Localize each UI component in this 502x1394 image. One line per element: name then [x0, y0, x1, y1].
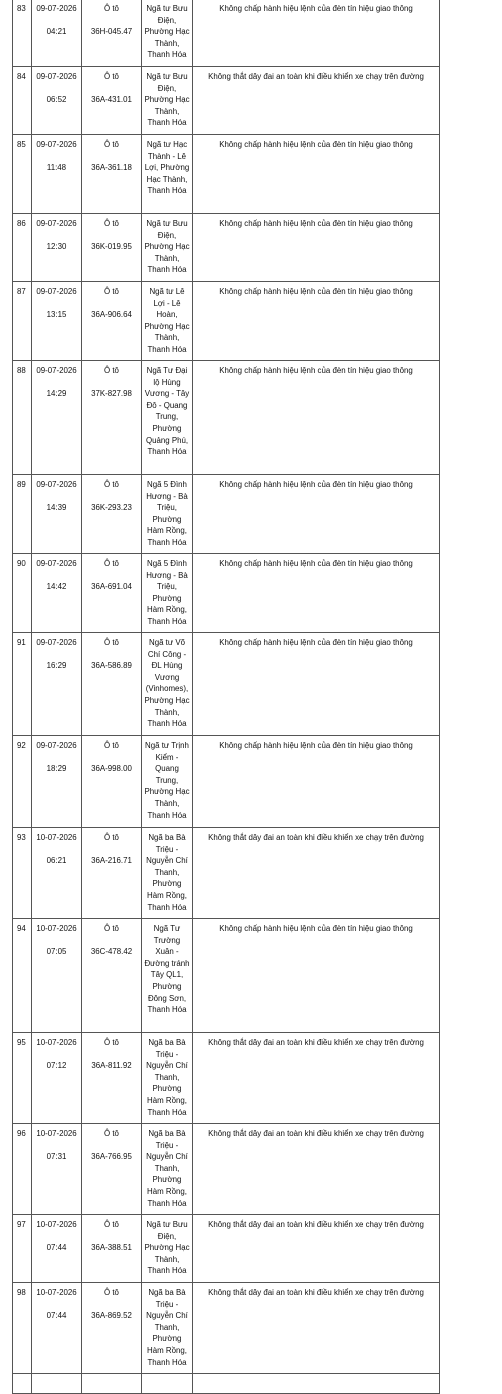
- violation-date: 09-07-2026: [36, 638, 77, 647]
- violation-cell: [193, 1033, 440, 1124]
- violation-description: Không chấp hành hiệu lệnh của đèn tín hiệu giao thông: [219, 638, 413, 647]
- table-row: [13, 282, 440, 361]
- table-row: [13, 554, 440, 633]
- violation-description: Không chấp hành hiệu lệnh của đèn tín hiệu giao thông: [219, 287, 413, 296]
- violation-location: Ngã Tư Đại lộ Hùng Vương - Tây Đô - Quang Trung, Phường Quảng Phú, Thanh Hóa: [144, 366, 190, 457]
- violation-description: Không thắt dây đai an toàn khi điều khiển xe chạy trên đường: [208, 1038, 424, 1047]
- license-plate: 36A-216.71: [91, 855, 132, 865]
- empty-cell: [32, 1374, 82, 1394]
- datetime-cell: [32, 919, 82, 1033]
- vehicle-type: Ô tô: [104, 1129, 119, 1138]
- violation-location: Ngã ba Bà Triệu - Nguyễn Chí Thanh, Phường Hàm Rồng, Thanh Hóa: [146, 833, 188, 912]
- violation-cell: [193, 135, 440, 214]
- violation-time: 11:48: [46, 162, 67, 172]
- row-index: 88: [13, 361, 32, 475]
- vehicle-type: Ô tô: [104, 924, 119, 933]
- vehicle-type: Ô tô: [104, 72, 119, 81]
- license-plate: 36A-869.52: [91, 1310, 132, 1320]
- table-row: [13, 919, 440, 1033]
- license-plate: 36H-045.47: [90, 26, 133, 36]
- license-plate: 36A-431.01: [91, 94, 132, 104]
- license-plate: 36A-998.00: [91, 763, 132, 773]
- violation-time: 07:44: [46, 1242, 67, 1252]
- row-index: 83: [13, 0, 32, 67]
- table-row: [13, 1283, 440, 1374]
- row-index: 97: [13, 1215, 32, 1283]
- violation-cell: [193, 67, 440, 135]
- violation-description: Không chấp hành hiệu lệnh của đèn tín hiệu giao thông: [219, 480, 413, 489]
- row-index: 91: [13, 633, 32, 736]
- license-plate: 36C-478.42: [90, 946, 133, 956]
- table-row: [13, 135, 440, 214]
- table-row: [13, 828, 440, 919]
- vehicle-cell: [82, 633, 142, 736]
- row-index: 92: [13, 736, 32, 828]
- datetime-cell: [32, 67, 82, 135]
- violation-date: 10-07-2026: [36, 1038, 77, 1047]
- violation-location: Ngã tư Bưu Điện, Phường Hạc Thành, Thanh Hóa: [144, 72, 190, 128]
- location-cell: [142, 736, 193, 828]
- violation-location: Ngã tư Bưu Điện, Phường Hạc Thành, Thanh Hóa: [144, 1220, 190, 1276]
- violation-time: 07:31: [46, 1151, 67, 1161]
- vehicle-type: Ô tô: [104, 287, 119, 296]
- violation-cell: [193, 1215, 440, 1283]
- table-row: [13, 1033, 440, 1124]
- row-index: 90: [13, 554, 32, 633]
- violation-cell: [193, 919, 440, 1033]
- violation-date: 09-07-2026: [36, 140, 77, 149]
- location-cell: [142, 554, 193, 633]
- violation-location: Ngã tư Trịnh Kiểm - Quang Trung, Phường Hạc Thành, Thanh Hóa: [144, 741, 190, 820]
- empty-cell: [82, 1374, 142, 1394]
- vehicle-cell: [82, 1215, 142, 1283]
- row-index: 98: [13, 1283, 32, 1374]
- row-index: 95: [13, 1033, 32, 1124]
- violation-location: Ngã tư Bưu Điện, Phường Hạc Thành, Thanh Hóa: [144, 4, 190, 60]
- violation-cell: [193, 736, 440, 828]
- datetime-cell: [32, 1283, 82, 1374]
- violation-date: 09-07-2026: [36, 559, 77, 568]
- license-plate: 36A-811.92: [91, 1060, 132, 1070]
- violation-date: 09-07-2026: [36, 72, 77, 81]
- license-plate: 36A-361.18: [91, 162, 132, 172]
- empty-cell: [13, 1374, 32, 1394]
- violation-location: Ngã tư Bưu Điện, Phường Hạc Thành, Thanh Hóa: [144, 219, 190, 275]
- location-cell: [142, 361, 193, 475]
- violation-date: 10-07-2026: [36, 1220, 77, 1229]
- license-plate: 36A-691.04: [91, 581, 132, 591]
- license-plate: 36A-388.51: [91, 1242, 132, 1252]
- table-row: [13, 736, 440, 828]
- datetime-cell: [32, 1033, 82, 1124]
- violation-cell: [193, 475, 440, 554]
- violation-date: 10-07-2026: [36, 833, 77, 842]
- datetime-cell: [32, 475, 82, 554]
- license-plate: 36A-766.95: [91, 1151, 132, 1161]
- violation-date: 09-07-2026: [36, 366, 77, 375]
- datetime-cell: [32, 828, 82, 919]
- violation-description: Không chấp hành hiệu lệnh của đèn tín hiệu giao thông: [219, 4, 413, 13]
- location-cell: [142, 1124, 193, 1215]
- violation-location: Ngã ba Bà Triệu - Nguyễn Chí Thanh, Phường Hàm Rồng, Thanh Hóa: [146, 1129, 188, 1208]
- license-plate: 36A-586.89: [91, 660, 132, 670]
- vehicle-type: Ô tô: [104, 1038, 119, 1047]
- violation-cell: [193, 633, 440, 736]
- violation-time: 07:05: [46, 946, 67, 956]
- vehicle-type: Ô tô: [104, 480, 119, 489]
- vehicle-type: Ô tô: [104, 741, 119, 750]
- vehicle-type: Ô tô: [104, 140, 119, 149]
- violation-cell: [193, 361, 440, 475]
- location-cell: [142, 282, 193, 361]
- violation-description: Không chấp hành hiệu lệnh của đèn tín hiệu giao thông: [219, 140, 413, 149]
- violation-time: 14:42: [46, 581, 67, 591]
- violation-location: Ngã 5 Đình Hương - Bà Triệu, Phường Hàm Rồng, Thanh Hóa: [146, 480, 188, 547]
- location-cell: [142, 633, 193, 736]
- violation-description: Không thắt dây đai an toàn khi điều khiển xe chạy trên đường: [208, 1129, 424, 1138]
- table-row: [13, 361, 440, 475]
- row-index: 85: [13, 135, 32, 214]
- violation-cell: [193, 1124, 440, 1215]
- violation-location: Ngã ba Bà Triệu - Nguyễn Chí Thanh, Phường Hàm Rồng, Thanh Hóa: [146, 1038, 188, 1117]
- vehicle-type: Ô tô: [104, 1288, 119, 1297]
- vehicle-cell: [82, 282, 142, 361]
- vehicle-cell: [82, 67, 142, 135]
- violation-time: 06:52: [46, 94, 67, 104]
- violation-cell: [193, 554, 440, 633]
- row-index: 96: [13, 1124, 32, 1215]
- violation-date: 09-07-2026: [36, 480, 77, 489]
- datetime-cell: [32, 214, 82, 282]
- table-row: [13, 1124, 440, 1215]
- violation-description: Không chấp hành hiệu lệnh của đèn tín hiệu giao thông: [219, 219, 413, 228]
- violation-location: Ngã ba Bà Triệu - Nguyễn Chí Thanh, Phường Hàm Rồng, Thanh Hóa: [146, 1288, 188, 1367]
- violation-time: 07:44: [46, 1310, 67, 1320]
- empty-cell: [193, 1374, 440, 1394]
- license-plate: 36A-906.64: [91, 309, 132, 319]
- license-plate: 36K-293.23: [91, 502, 132, 512]
- vehicle-type: Ô tô: [104, 1220, 119, 1229]
- vehicle-cell: [82, 1033, 142, 1124]
- location-cell: [142, 214, 193, 282]
- violation-time: 06:21: [46, 855, 67, 865]
- vehicle-type: Ô tô: [104, 366, 119, 375]
- violation-time: 16:29: [46, 660, 67, 670]
- violation-date: 10-07-2026: [36, 924, 77, 933]
- vehicle-type: Ô tô: [104, 833, 119, 842]
- table-row: [13, 67, 440, 135]
- location-cell: [142, 0, 193, 67]
- vehicle-cell: [82, 135, 142, 214]
- vehicle-cell: [82, 214, 142, 282]
- row-index: 94: [13, 919, 32, 1033]
- violation-cell: [193, 0, 440, 67]
- violation-cell: [193, 214, 440, 282]
- location-cell: [142, 475, 193, 554]
- violation-cell: [193, 828, 440, 919]
- violations-table: [12, 0, 440, 1394]
- violation-date: 09-07-2026: [36, 219, 77, 228]
- violation-time: 13:15: [46, 309, 67, 319]
- violation-location: Ngã tư Lê Lợi - Lê Hoàn, Phường Hạc Thành, Thanh Hóa: [144, 287, 190, 354]
- vehicle-cell: [82, 919, 142, 1033]
- violation-description: Không thắt dây đai an toàn khi điều khiển xe chạy trên đường: [208, 833, 424, 842]
- vehicle-cell: [82, 1124, 142, 1215]
- violation-time: 07:12: [46, 1060, 67, 1070]
- datetime-cell: [32, 1124, 82, 1215]
- table-row: [13, 475, 440, 554]
- violation-time: 04:21: [46, 26, 67, 36]
- location-cell: [142, 919, 193, 1033]
- violation-description: Không thắt dây đai an toàn khi điều khiển xe chạy trên đường: [208, 72, 424, 81]
- datetime-cell: [32, 1215, 82, 1283]
- vehicle-type: Ô tô: [104, 638, 119, 647]
- datetime-cell: [32, 554, 82, 633]
- violation-time: 14:29: [46, 388, 67, 398]
- violation-cell: [193, 282, 440, 361]
- violation-time: 14:39: [46, 502, 67, 512]
- violation-location: Ngã tư Hạc Thành - Lê Lợi, Phường Hạc Thành, Thanh Hóa: [144, 140, 190, 196]
- datetime-cell: [32, 633, 82, 736]
- vehicle-cell: [82, 475, 142, 554]
- location-cell: [142, 67, 193, 135]
- violation-description: Không chấp hành hiệu lệnh của đèn tín hiệu giao thông: [219, 559, 413, 568]
- violation-cell: [193, 1283, 440, 1374]
- vehicle-cell: [82, 554, 142, 633]
- empty-cell: [142, 1374, 193, 1394]
- violation-time: 12:30: [46, 241, 67, 251]
- location-cell: [142, 135, 193, 214]
- violation-location: Ngã tư Võ Chí Công - ĐL Hùng Vương (Vinhomes), Phường Hạc Thành, Thanh Hóa: [144, 638, 190, 729]
- violation-description: Không thắt dây đai an toàn khi điều khiển xe chạy trên đường: [208, 1288, 424, 1297]
- table-row: [13, 1374, 440, 1394]
- vehicle-cell: [82, 828, 142, 919]
- vehicle-type: Ô tô: [104, 4, 119, 13]
- violation-date: 10-07-2026: [36, 1129, 77, 1138]
- datetime-cell: [32, 282, 82, 361]
- table-row: [13, 0, 440, 67]
- vehicle-cell: [82, 736, 142, 828]
- violation-location: Ngã 5 Đình Hương - Bà Triệu, Phường Hàm Rồng, Thanh Hóa: [146, 559, 188, 626]
- table-row: [13, 1215, 440, 1283]
- row-index: 93: [13, 828, 32, 919]
- vehicle-type: Ô tô: [104, 559, 119, 568]
- row-index: 87: [13, 282, 32, 361]
- violation-date: 09-07-2026: [36, 4, 77, 13]
- datetime-cell: [32, 361, 82, 475]
- vehicle-cell: [82, 0, 142, 67]
- table-row: [13, 214, 440, 282]
- violation-time: 18:29: [46, 763, 67, 773]
- row-index: 89: [13, 475, 32, 554]
- datetime-cell: [32, 736, 82, 828]
- datetime-cell: [32, 135, 82, 214]
- violation-description: Không chấp hành hiệu lệnh của đèn tín hiệu giao thông: [219, 741, 413, 750]
- location-cell: [142, 1033, 193, 1124]
- location-cell: [142, 1283, 193, 1374]
- violation-description: Không thắt dây đai an toàn khi điều khiển xe chạy trên đường: [208, 1220, 424, 1229]
- location-cell: [142, 1215, 193, 1283]
- row-index: 84: [13, 67, 32, 135]
- violation-date: 09-07-2026: [36, 741, 77, 750]
- table-row: [13, 633, 440, 736]
- violation-date: 09-07-2026: [36, 287, 77, 296]
- violation-description: Không chấp hành hiệu lệnh của đèn tín hiệu giao thông: [219, 366, 413, 375]
- license-plate: 37K-827.98: [91, 388, 132, 398]
- vehicle-cell: [82, 361, 142, 475]
- vehicle-cell: [82, 1283, 142, 1374]
- location-cell: [142, 828, 193, 919]
- violation-description: Không chấp hành hiệu lệnh của đèn tín hiệu giao thông: [219, 924, 413, 933]
- row-index: 86: [13, 214, 32, 282]
- violations-table-body: [13, 0, 440, 1394]
- license-plate: 36K-019.95: [91, 241, 132, 251]
- datetime-cell: [32, 0, 82, 67]
- violation-date: 10-07-2026: [36, 1288, 77, 1297]
- vehicle-type: Ô tô: [104, 219, 119, 228]
- violation-location: Ngã Tư Trường Xuân - Đường tránh Tây QL1, Phường Đông Sơn, Thanh Hóa: [144, 924, 190, 1015]
